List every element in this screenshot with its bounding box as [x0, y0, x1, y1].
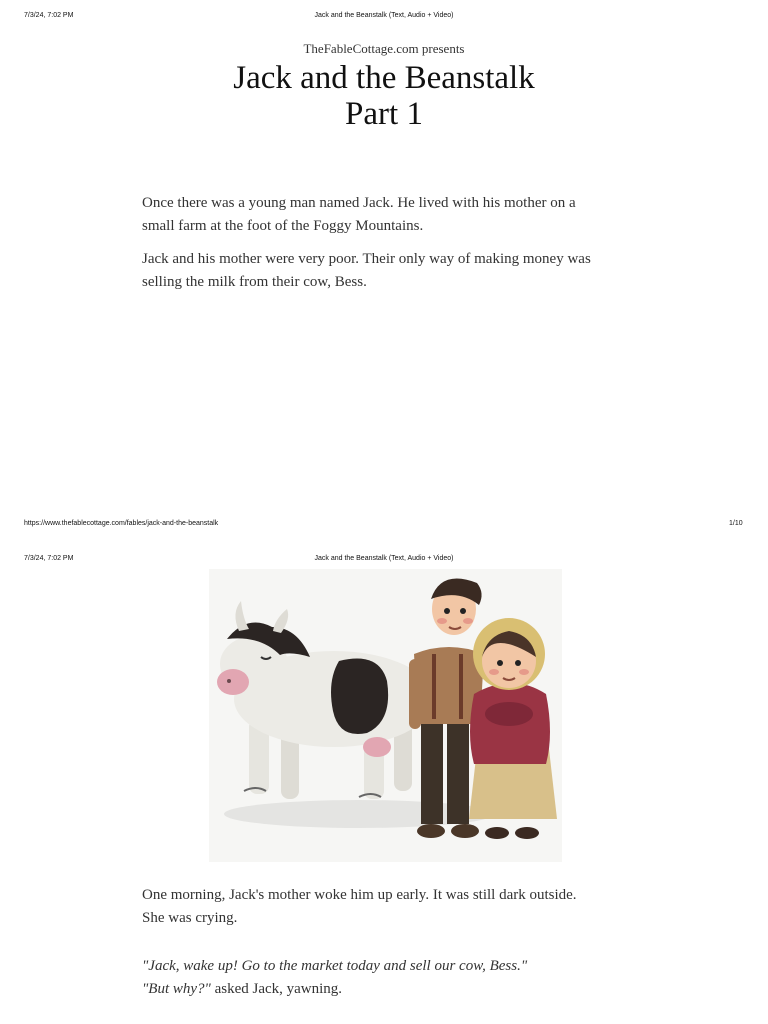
dialogue-jack — [142, 978, 642, 1001]
story-part: Part 1 — [345, 96, 423, 132]
print-doc-title: Jack and the Beanstalk (Text, Audio + Video) — [314, 555, 454, 562]
mother-icon — [469, 618, 557, 839]
cow-icon — [217, 601, 434, 799]
story-illustration — [209, 569, 562, 862]
print-page-number: 1/10 — [729, 520, 743, 527]
paragraph-3-line-2: She was crying. — [142, 910, 238, 926]
print-datetime: 7/3/24, 7:02 PM — [24, 555, 74, 562]
presents-line: TheFableCottage.com presents — [303, 41, 465, 56]
print-doc-title: Jack and the Beanstalk (Text, Audio + Video) — [314, 12, 454, 19]
paragraph-3-line-1: One morning, Jack's mother woke him up early. It was still dark outside. — [142, 887, 577, 903]
print-url: https://www.thefablecottage.com/fables/jack-and-the-beanstalk — [24, 520, 219, 527]
paragraph-1-line-2: small farm at the foot of the Foggy Mountains. — [142, 218, 424, 234]
story-title: Jack and the Beanstalk — [233, 60, 535, 96]
paragraph-2-line-2: selling the milk from their cow, Bess. — [142, 274, 367, 290]
paragraph-1-line-1: Once there was a young man named Jack. He lived with his mother on a — [142, 195, 576, 211]
dialogue-mother: "Jack, wake up! Go to the market today and sell our cow, Bess." — [142, 958, 528, 974]
print-datetime: 7/3/24, 7:02 PM — [24, 12, 74, 19]
dialogue-jack-tag: asked Jack, yawning. — [210, 981, 343, 997]
dialogue-jack-quote: "But why?" — [142, 981, 211, 997]
paragraph-2-line-1: Jack and his mother were very poor. Their only way of making money was — [142, 251, 591, 267]
